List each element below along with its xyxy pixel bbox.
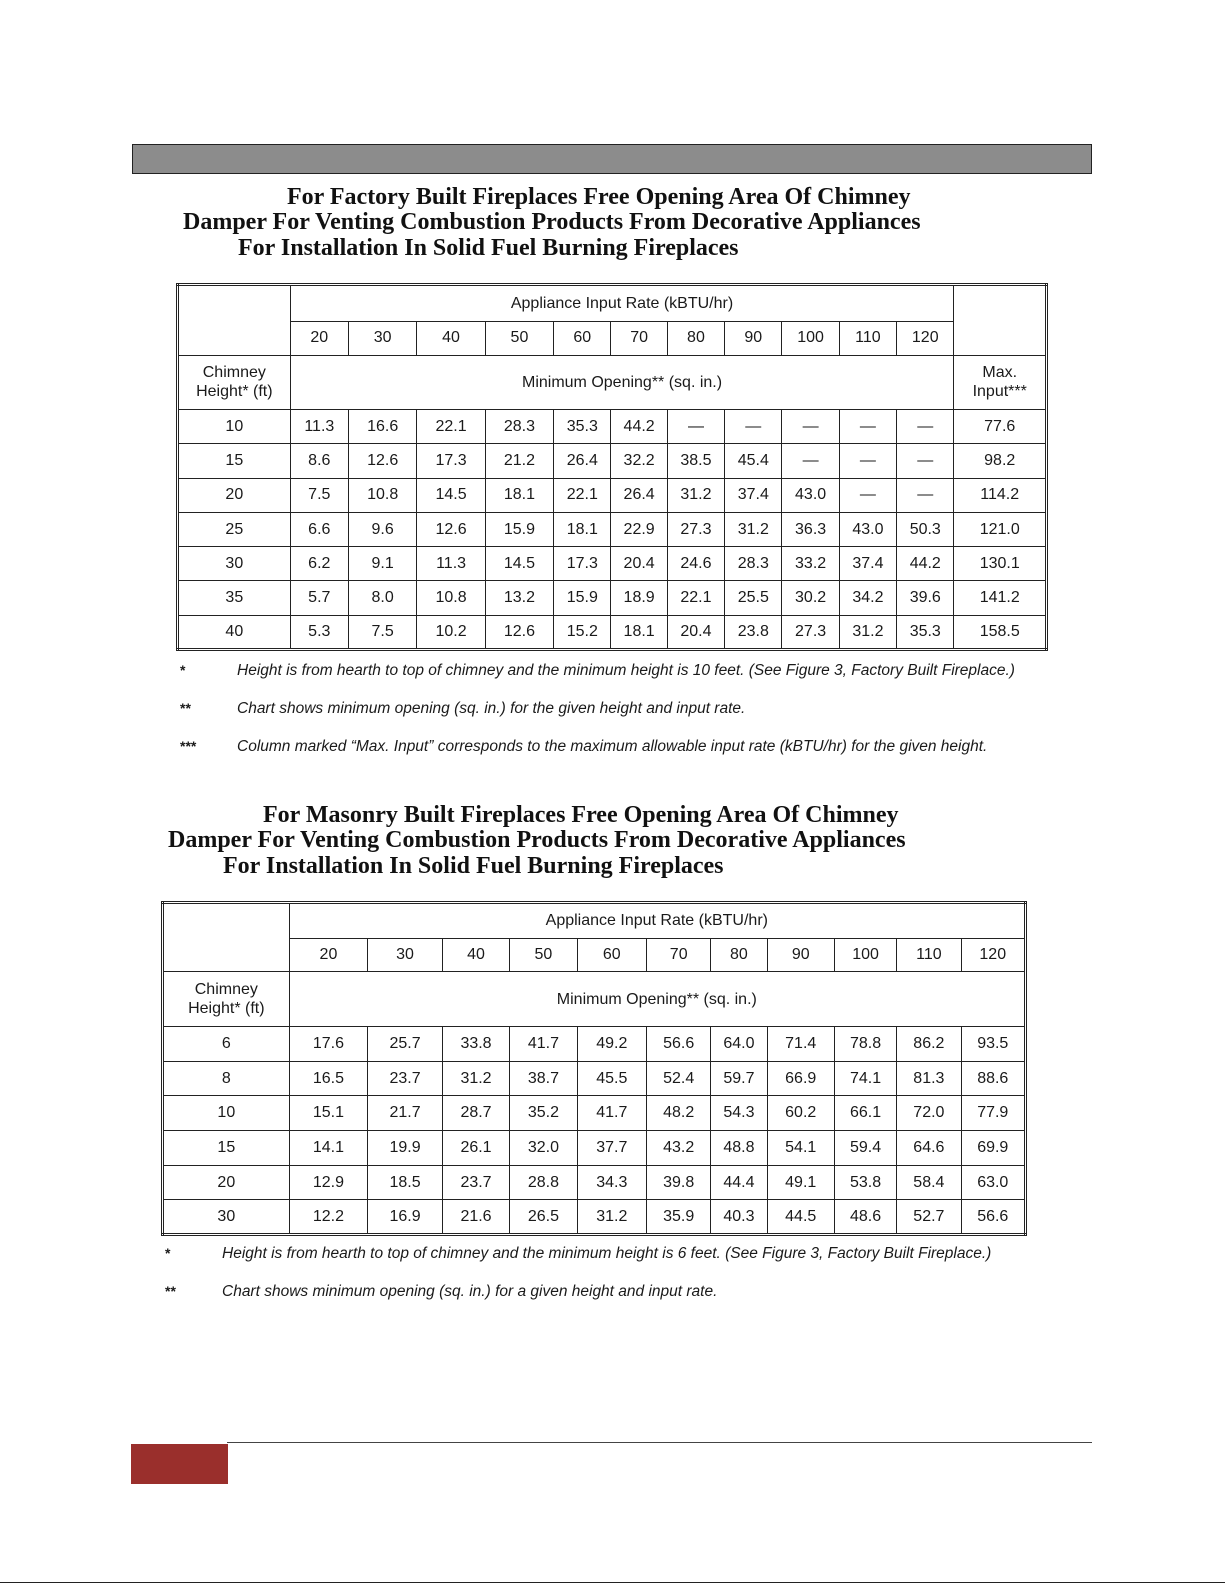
masonry-heading-line-1: For Masonry Built Fireplaces Free Opening Area Of Chimney xyxy=(263,802,899,828)
min-opening-cell: 30.2 xyxy=(782,581,839,615)
footnote-mark: *** xyxy=(180,738,197,754)
footnote xyxy=(180,662,1080,700)
footnote xyxy=(180,700,1080,738)
min-opening-cell: 60.2 xyxy=(767,1096,834,1131)
min-opening-cell: 58.4 xyxy=(897,1165,961,1200)
min-opening-cell: 44.4 xyxy=(711,1165,767,1200)
min-opening-cell: 16.5 xyxy=(289,1061,368,1096)
rate-header-cell: 120 xyxy=(961,938,1025,972)
factory-heading-line-1: For Factory Built Fireplaces Free Opening Area Of Chimney xyxy=(287,184,911,210)
min-opening-cell: 16.6 xyxy=(348,410,416,444)
min-opening-cell: 31.2 xyxy=(667,478,724,512)
min-opening-cell: 34.2 xyxy=(839,581,896,615)
min-opening-cell: 59.4 xyxy=(834,1131,896,1166)
min-opening-cell: 56.6 xyxy=(647,1027,711,1062)
min-opening-cell: 21.2 xyxy=(485,444,553,478)
min-opening-cell: 14.1 xyxy=(289,1131,368,1166)
chimney-height-cell: 20 xyxy=(163,1165,290,1200)
table-row xyxy=(163,1131,1026,1166)
min-opening-cell: 9.6 xyxy=(348,512,416,546)
min-opening-cell: 32.2 xyxy=(611,444,667,478)
min-opening-cell: 21.7 xyxy=(368,1096,443,1131)
footer-rule xyxy=(227,1442,1092,1443)
min-opening-cell: 26.4 xyxy=(611,478,667,512)
min-opening-cell: 49.1 xyxy=(767,1165,834,1200)
min-opening-cell: 28.3 xyxy=(485,410,553,444)
min-opening-cell: — xyxy=(782,410,839,444)
min-opening-cell: 44.2 xyxy=(897,547,954,581)
min-opening-cell: 43.0 xyxy=(839,512,896,546)
min-opening-cell: 33.2 xyxy=(782,547,839,581)
min-opening-cell: 49.2 xyxy=(577,1027,646,1062)
min-opening-cell: 36.3 xyxy=(782,512,839,546)
rate-header-cell: 30 xyxy=(368,938,443,972)
max-input-cell: 121.0 xyxy=(954,512,1047,546)
minimum-opening-label: Minimum Opening** (sq. in.) xyxy=(290,355,954,409)
max-input-cell: 130.1 xyxy=(954,547,1047,581)
factory-vent-table xyxy=(176,283,1048,651)
min-opening-cell: 10.8 xyxy=(348,478,416,512)
chimney-height-cell: 6 xyxy=(163,1027,290,1062)
min-opening-cell: 15.9 xyxy=(485,512,553,546)
min-opening-cell: 35.2 xyxy=(510,1096,577,1131)
min-opening-cell: 74.1 xyxy=(834,1061,896,1096)
rate-header-cell: 100 xyxy=(782,322,839,355)
min-opening-cell: 20.4 xyxy=(611,547,667,581)
min-opening-cell: 35.9 xyxy=(647,1200,711,1235)
min-opening-cell: 45.4 xyxy=(725,444,782,478)
min-opening-cell: 37.4 xyxy=(725,478,782,512)
table-row xyxy=(163,1061,1026,1096)
min-opening-cell: 38.7 xyxy=(510,1061,577,1096)
min-opening-cell: 35.3 xyxy=(897,615,954,649)
rate-header-cell: 100 xyxy=(834,938,896,972)
min-opening-cell: 37.7 xyxy=(577,1131,646,1166)
min-opening-cell: 64.6 xyxy=(897,1131,961,1166)
min-opening-cell: 8.0 xyxy=(348,581,416,615)
footnote-text: Chart shows minimum opening (sq. in.) for the given height and input rate. xyxy=(237,700,746,717)
footnote xyxy=(165,1283,1065,1321)
footnote-mark: ** xyxy=(165,1283,176,1299)
min-opening-cell: 44.5 xyxy=(767,1200,834,1235)
rate-header-row xyxy=(163,938,1026,972)
max-input-cell: 141.2 xyxy=(954,581,1047,615)
min-opening-cell: 66.1 xyxy=(834,1096,896,1131)
rate-header-cell: 20 xyxy=(290,322,348,355)
min-opening-cell: — xyxy=(782,444,839,478)
rate-header-cell: 40 xyxy=(442,938,509,972)
min-opening-cell: 31.2 xyxy=(725,512,782,546)
min-opening-cell: 12.9 xyxy=(289,1165,368,1200)
min-opening-cell: 77.9 xyxy=(961,1096,1025,1131)
corner-cell xyxy=(163,903,290,972)
rate-header-cell: 30 xyxy=(348,322,416,355)
min-opening-cell: 48.2 xyxy=(647,1096,711,1131)
min-opening-cell: — xyxy=(667,410,724,444)
factory-heading-line-3: For Installation In Solid Fuel Burning Fireplaces xyxy=(238,235,739,261)
table-row xyxy=(178,547,1047,581)
max-input-label: Max. Input*** xyxy=(954,355,1047,409)
rate-header-cell: 50 xyxy=(510,938,577,972)
rate-header-cell: 60 xyxy=(554,322,611,355)
masonry-heading-line-2: Damper For Venting Combustion Products From Decorative Appliances xyxy=(168,827,906,853)
min-opening-cell: 19.9 xyxy=(368,1131,443,1166)
rate-header-cell: 120 xyxy=(897,322,954,355)
table-row xyxy=(178,478,1047,512)
min-opening-cell: 17.6 xyxy=(289,1027,368,1062)
factory-table-body xyxy=(178,410,1047,650)
min-opening-cell: 5.7 xyxy=(290,581,348,615)
min-opening-cell: 63.0 xyxy=(961,1165,1025,1200)
min-opening-cell: 5.3 xyxy=(290,615,348,649)
min-opening-cell: — xyxy=(897,444,954,478)
chimney-height-cell: 15 xyxy=(163,1131,290,1166)
min-opening-cell: 7.5 xyxy=(348,615,416,649)
min-opening-cell: 11.3 xyxy=(290,410,348,444)
min-opening-cell: 23.7 xyxy=(442,1165,509,1200)
min-opening-cell: 18.9 xyxy=(611,581,667,615)
bottom-edge-rule xyxy=(0,1582,1225,1583)
min-opening-cell: 16.9 xyxy=(368,1200,443,1235)
min-opening-cell: 23.7 xyxy=(368,1061,443,1096)
min-opening-cell: 54.3 xyxy=(711,1096,767,1131)
min-opening-cell: 18.5 xyxy=(368,1165,443,1200)
footnote xyxy=(180,738,1080,776)
minimum-opening-label: Minimum Opening** (sq. in.) xyxy=(289,972,1025,1027)
min-opening-cell: 88.6 xyxy=(961,1061,1025,1096)
min-opening-cell: 33.8 xyxy=(442,1027,509,1062)
chimney-height-cell: 8 xyxy=(163,1061,290,1096)
footer-page-block xyxy=(131,1444,228,1484)
min-opening-cell: 18.1 xyxy=(554,512,611,546)
max-input-cell: 158.5 xyxy=(954,615,1047,649)
min-opening-cell: 17.3 xyxy=(417,444,485,478)
min-opening-cell: 15.2 xyxy=(554,615,611,649)
masonry-table-body xyxy=(163,1027,1026,1235)
min-opening-cell: 34.3 xyxy=(577,1165,646,1200)
rate-header-cell: 80 xyxy=(667,322,724,355)
min-opening-cell: 12.6 xyxy=(485,615,553,649)
input-rate-label: Appliance Input Rate (kBTU/hr) xyxy=(289,903,1025,939)
min-opening-cell: 39.8 xyxy=(647,1165,711,1200)
max-input-header-blank xyxy=(954,285,1047,356)
min-opening-cell: 40.3 xyxy=(711,1200,767,1235)
min-opening-cell: 66.9 xyxy=(767,1061,834,1096)
min-opening-cell: 15.1 xyxy=(289,1096,368,1131)
rate-header-cell: 40 xyxy=(417,322,485,355)
masonry-notes xyxy=(165,1245,1065,1321)
rate-header-cell: 20 xyxy=(289,938,368,972)
min-opening-cell: 31.2 xyxy=(577,1200,646,1235)
max-input-cell: 98.2 xyxy=(954,444,1047,478)
masonry-heading-line-3: For Installation In Solid Fuel Burning Fireplaces xyxy=(223,853,724,879)
min-opening-cell: 23.8 xyxy=(725,615,782,649)
min-opening-cell: 25.7 xyxy=(368,1027,443,1062)
min-opening-cell: 27.3 xyxy=(667,512,724,546)
table-row xyxy=(178,444,1047,478)
min-opening-cell: 38.5 xyxy=(667,444,724,478)
chimney-height-cell: 20 xyxy=(178,478,291,512)
table-row xyxy=(163,1165,1026,1200)
rate-header-cell: 90 xyxy=(767,938,834,972)
min-opening-cell: 48.8 xyxy=(711,1131,767,1166)
min-opening-cell: 43.2 xyxy=(647,1131,711,1166)
min-opening-cell: 14.5 xyxy=(417,478,485,512)
rate-header-cell: 50 xyxy=(485,322,553,355)
max-input-cell: 114.2 xyxy=(954,478,1047,512)
min-opening-cell: 44.2 xyxy=(611,410,667,444)
rate-header-cell: 70 xyxy=(647,938,711,972)
chimney-height-cell: 40 xyxy=(178,615,291,649)
min-opening-cell: 35.3 xyxy=(554,410,611,444)
min-opening-cell: 71.4 xyxy=(767,1027,834,1062)
min-opening-cell: 12.2 xyxy=(289,1200,368,1235)
chimney-height-cell: 10 xyxy=(178,410,291,444)
min-opening-cell: 12.6 xyxy=(348,444,416,478)
table-row xyxy=(163,1200,1026,1235)
input-rate-label: Appliance Input Rate (kBTU/hr) xyxy=(290,285,954,322)
min-opening-cell: 39.6 xyxy=(897,581,954,615)
min-opening-cell: 52.7 xyxy=(897,1200,961,1235)
rate-header-cell: 110 xyxy=(897,938,961,972)
min-opening-cell: 69.9 xyxy=(961,1131,1025,1166)
min-opening-cell: 14.5 xyxy=(485,547,553,581)
min-opening-cell: 93.5 xyxy=(961,1027,1025,1062)
table-row xyxy=(178,410,1047,444)
min-opening-cell: 26.5 xyxy=(510,1200,577,1235)
min-opening-cell: 31.2 xyxy=(839,615,896,649)
min-opening-cell: 41.7 xyxy=(510,1027,577,1062)
min-opening-cell: 6.2 xyxy=(290,547,348,581)
table-row xyxy=(163,1027,1026,1062)
min-opening-cell: 64.0 xyxy=(711,1027,767,1062)
min-opening-cell: 50.3 xyxy=(897,512,954,546)
chimney-height-cell: 30 xyxy=(163,1200,290,1235)
min-opening-cell: 86.2 xyxy=(897,1027,961,1062)
chimney-height-cell: 15 xyxy=(178,444,291,478)
chimney-height-cell: 35 xyxy=(178,581,291,615)
min-opening-cell: 6.6 xyxy=(290,512,348,546)
min-opening-cell: 45.5 xyxy=(577,1061,646,1096)
min-opening-cell: — xyxy=(897,410,954,444)
footnote xyxy=(165,1245,1065,1283)
min-opening-cell: 18.1 xyxy=(485,478,553,512)
min-opening-cell: 15.9 xyxy=(554,581,611,615)
footnote-text: Column marked “Max. Input” corresponds to the maximum allowable input rate (kBTU/hr) for the given height. xyxy=(237,738,988,755)
footnote-mark: ** xyxy=(180,700,191,716)
chimney-height-cell: 10 xyxy=(163,1096,290,1131)
footnote-mark: * xyxy=(165,1245,171,1261)
min-opening-cell: — xyxy=(839,478,896,512)
min-opening-cell: 53.8 xyxy=(834,1165,896,1200)
min-opening-cell: 52.4 xyxy=(647,1061,711,1096)
table-row xyxy=(178,581,1047,615)
min-opening-cell: 20.4 xyxy=(667,615,724,649)
min-opening-cell: 7.5 xyxy=(290,478,348,512)
min-opening-cell: 22.1 xyxy=(554,478,611,512)
rate-header-row xyxy=(178,322,1047,355)
min-opening-cell: 32.0 xyxy=(510,1131,577,1166)
min-opening-cell: 28.8 xyxy=(510,1165,577,1200)
min-opening-cell: 72.0 xyxy=(897,1096,961,1131)
min-opening-cell: 18.1 xyxy=(611,615,667,649)
min-opening-cell: 22.9 xyxy=(611,512,667,546)
min-opening-cell: 37.4 xyxy=(839,547,896,581)
footnote-text: Height is from hearth to top of chimney and the minimum height is 6 feet. (See Figure 3, Factory Built Fireplace.) xyxy=(222,1245,992,1262)
min-opening-cell: 22.1 xyxy=(417,410,485,444)
min-opening-cell: 28.7 xyxy=(442,1096,509,1131)
min-opening-cell: 26.4 xyxy=(554,444,611,478)
min-opening-cell: 26.1 xyxy=(442,1131,509,1166)
min-opening-cell: 24.6 xyxy=(667,547,724,581)
footnote-text: Chart shows minimum opening (sq. in.) for a given height and input rate. xyxy=(222,1283,718,1300)
min-opening-cell: 48.6 xyxy=(834,1200,896,1235)
min-opening-cell: 12.6 xyxy=(417,512,485,546)
min-opening-cell: 22.1 xyxy=(667,581,724,615)
table-row xyxy=(178,512,1047,546)
min-opening-cell: — xyxy=(725,410,782,444)
rate-header-cell: 90 xyxy=(725,322,782,355)
min-opening-cell: 9.1 xyxy=(348,547,416,581)
factory-notes xyxy=(180,662,1080,776)
rate-header-cell: 70 xyxy=(611,322,667,355)
min-opening-cell: 10.8 xyxy=(417,581,485,615)
min-opening-cell: 17.3 xyxy=(554,547,611,581)
min-opening-cell: 56.6 xyxy=(961,1200,1025,1235)
footnote-mark: * xyxy=(180,662,186,678)
rate-header-cell: 110 xyxy=(839,322,896,355)
min-opening-cell: 41.7 xyxy=(577,1096,646,1131)
min-opening-cell: — xyxy=(839,444,896,478)
max-input-cell: 77.6 xyxy=(954,410,1047,444)
min-opening-cell: 8.6 xyxy=(290,444,348,478)
min-opening-cell: 43.0 xyxy=(782,478,839,512)
min-opening-cell: 13.2 xyxy=(485,581,553,615)
rate-header-cell: 60 xyxy=(577,938,646,972)
page-title-bar xyxy=(132,144,1092,174)
corner-cell xyxy=(178,285,291,356)
min-opening-cell: 81.3 xyxy=(897,1061,961,1096)
min-opening-cell: 27.3 xyxy=(782,615,839,649)
min-opening-cell: 21.6 xyxy=(442,1200,509,1235)
min-opening-cell: 10.2 xyxy=(417,615,485,649)
factory-heading-line-2: Damper For Venting Combustion Products From Decorative Appliances xyxy=(183,209,921,235)
table-row xyxy=(178,615,1047,649)
min-opening-cell: 31.2 xyxy=(442,1061,509,1096)
min-opening-cell: 28.3 xyxy=(725,547,782,581)
rate-header-cell: 80 xyxy=(711,938,767,972)
min-opening-cell: 25.5 xyxy=(725,581,782,615)
min-opening-cell: — xyxy=(839,410,896,444)
chimney-height-cell: 25 xyxy=(178,512,291,546)
chimney-height-label: Chimney Height* (ft) xyxy=(178,355,291,409)
min-opening-cell: 59.7 xyxy=(711,1061,767,1096)
footnote-text: Height is from hearth to top of chimney and the minimum height is 10 feet. (See Figure 3, Factory Built Fireplace.) xyxy=(237,662,1015,679)
masonry-vent-table xyxy=(161,901,1027,1236)
chimney-height-label: Chimney Height* (ft) xyxy=(163,972,290,1027)
chimney-height-cell: 30 xyxy=(178,547,291,581)
table-row xyxy=(163,1096,1026,1131)
min-opening-cell: 78.8 xyxy=(834,1027,896,1062)
min-opening-cell: — xyxy=(897,478,954,512)
min-opening-cell: 54.1 xyxy=(767,1131,834,1166)
min-opening-cell: 11.3 xyxy=(417,547,485,581)
